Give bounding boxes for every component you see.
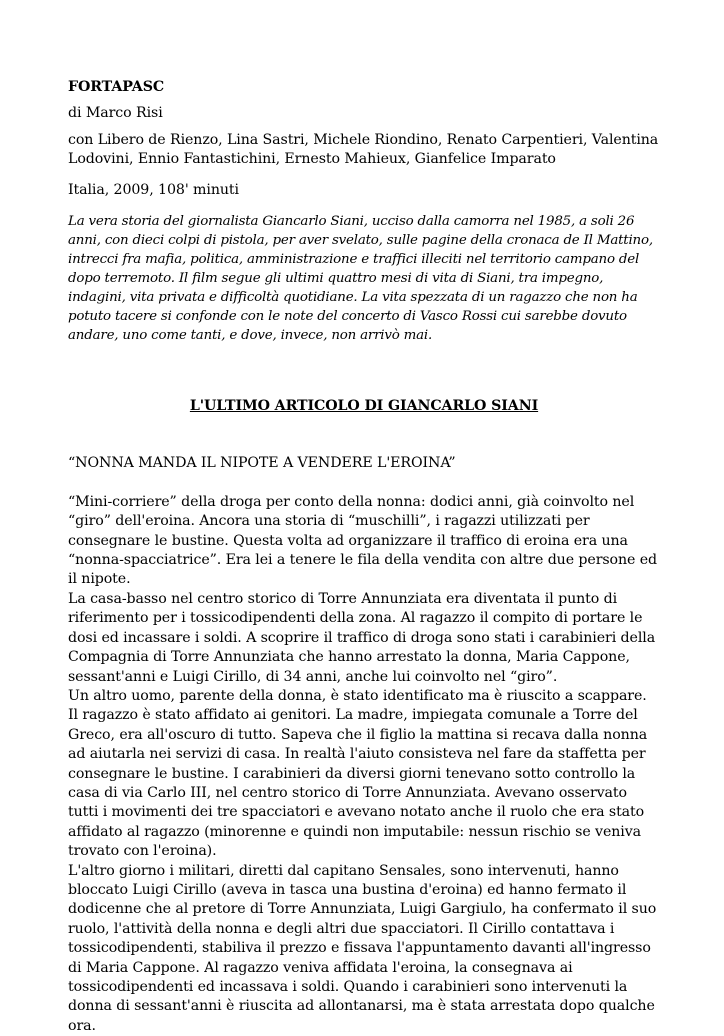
- article-paragraph: L'altro giorno i militari, diretti dal capitano Sensales, sono intervenuti, hanno bloccato Luigi Cirillo (aveva in tasca una bustina d'eroina) ed hanno fermato il dodicenne che al pretore di Torre Annunziata, Luigi Gargiulo, ha confermato il suo ruolo, l'attività della nonna e degli altri due spacciatori. Il Cirillo contattava i tossicodipendenti, stabiliva il prezzo e fissava l'appuntamento davanti all'ingresso di Maria Cappone. Al ragazzo veniva affidata l'eroina, la consegnava ai tossicodipendenti ed incassava i soldi. Quando i carabinieri sono intervenuti la donna di sessant'anni è riuscita ad allontanarsi, ma è stata arrestata dopo qualche ora.: [68, 862, 657, 1034]
- article-paragraph: La casa-basso nel centro storico di Torre Annunziata era diventata il punto di riferimento per i tossicodipendenti della zona. Al ragazzo il compito di portare le dosi ed incassare i soldi. A scoprire il traffico di droga sono stati i carabinieri della Compagnia di Torre Annunziata che hanno arrestato la donna, Maria Cappone, sessant'anni e Luigi Cirillo, di 34 anni, anche lui coinvolto nel “giro”.: [68, 590, 656, 685]
- article-section-title: L'ULTIMO ARTICOLO DI GIANCARLO SIANI: [189, 398, 539, 415]
- film-title: FORTAPASC: [68, 79, 165, 95]
- article-paragraph: Un altro uomo, parente della donna, è stato identificato ma è riuscito a scappare. Il ragazzo è stato affidato ai genitori. La madre, impiegata comunale a Torre del Greco, era all'oscuro di tutto. Sapeva che il figlio la mattina si recava dalla nonna ad aiutarla nei servizi di casa. In realtà l'aiuto consisteva nel fare da staffetta per consegnare le bustine. I carabinieri da diversi giorni tenevano sotto controllo la casa di via Carlo III, nel centro storico di Torre Annunziata. Avevano osservato tutti i movimenti dei tre spacciatori e avevano notato anche il ruolo che era stato affidato al ragazzo (minorenne e quindi non imputabile: nessun rischio se veniva trovato con l'eroina).: [68, 687, 648, 860]
- film-director: di Marco Risi: [68, 105, 163, 122]
- article-paragraph: “Mini-corriere” della droga per conto della nonna: dodici anni, già coinvolto nel “giro” dell'eroina. Ancora una storia di “muschilli”, i ragazzi utilizzati per consegnare le bustine. Questa volta ad organizzare il traffico di eroina era una “nonna-spacciatrice”. Era lei a tenere le fila della vendita con altre due persone ed il nipote.: [68, 493, 658, 588]
- film-info: Italia, 2009, 108' minuti: [68, 181, 239, 198]
- film-synopsis: La vera storia del giornalista Giancarlo Siani, ucciso dalla camorra nel 1985, a soli 26 anni, con dieci colpi di pistola, per aver svelato, sulle pagine della cronaca de Il Mattino, intrecci fra mafia, politica, amministrazione e traffici illeciti nel territorio campano del dopo terremoto. Il film segue gli ultimi quattro mesi di vita di Siani, tra impegno, indagini, vita privata e difficoltà quotidiane. La vita spezzata di un ragazzo che non ha potuto tacere si confonde con le note del concerto di Vasco Rossi cui sarebbe dovuto andare, uno come tanti, e dove, invece, non arrivò mai.: [68, 214, 653, 344]
- article-headline: “NONNA MANDA IL NIPOTE A VENDERE L'EROINA”: [68, 455, 456, 472]
- film-cast: con Libero de Rienzo, Lina Sastri, Michele Riondino, Renato Carpentieri, Valentina Lodovini, Ennio Fantastichini, Ernesto Mahieux, Gianfelice Imparato: [68, 131, 659, 168]
